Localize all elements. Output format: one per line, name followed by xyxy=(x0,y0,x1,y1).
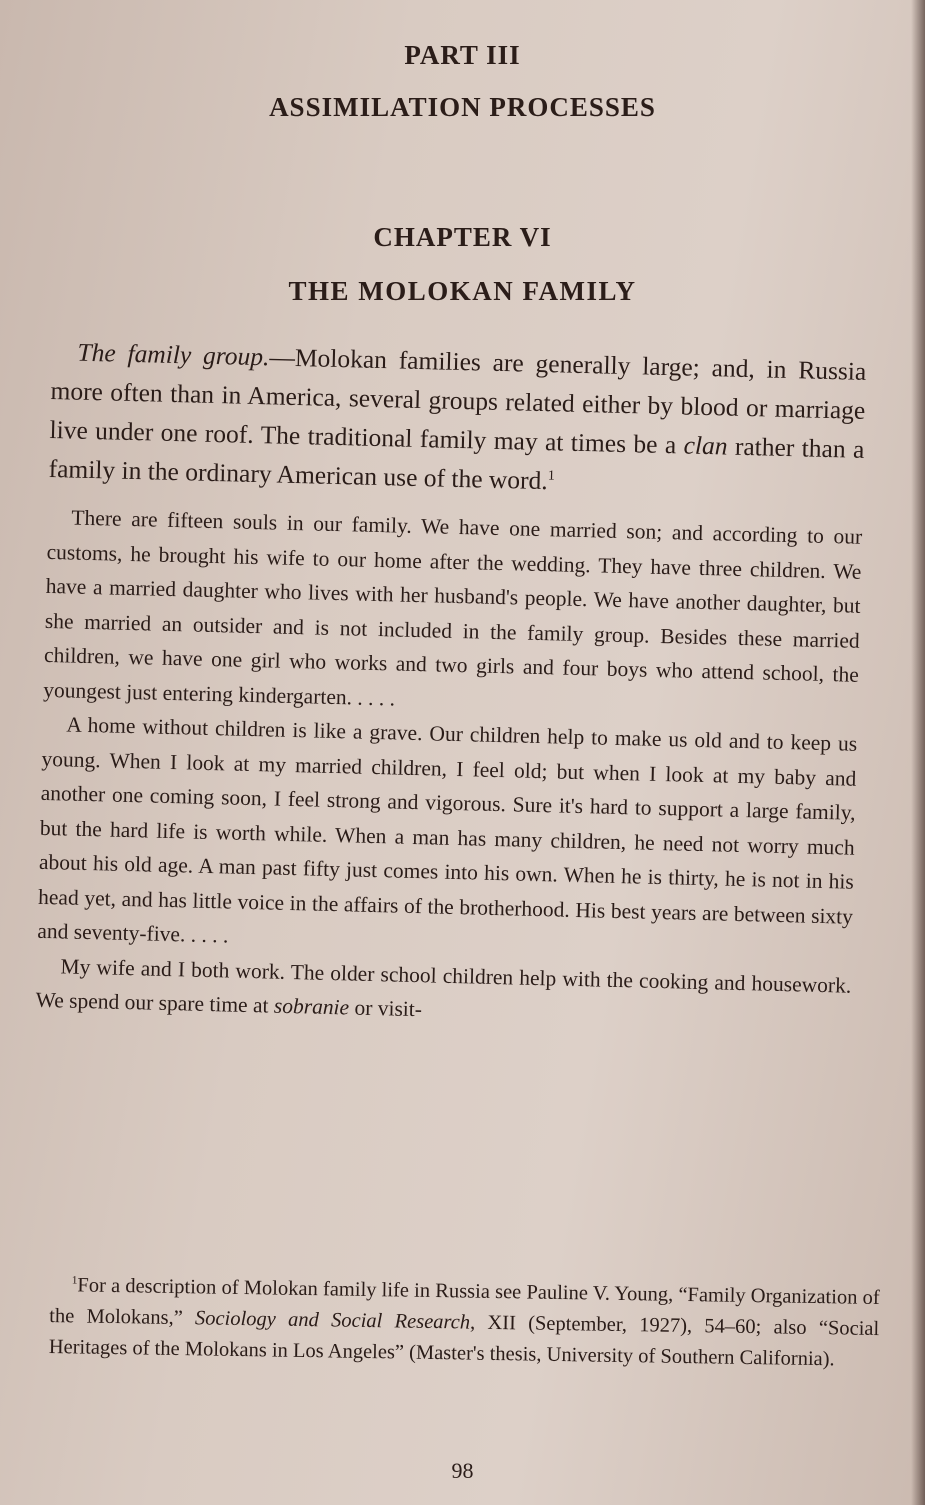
footnote xyxy=(49,1270,880,1376)
quote-text-a: My wife and I both work. The older school children help with the cooking and housework. We spend our spare time at xyxy=(35,953,852,1018)
page-edge-shadow xyxy=(911,0,925,1505)
footnotes xyxy=(49,1270,880,1376)
chapter-body xyxy=(35,332,867,1037)
intro-text-a: —Molokan families are generally large; and, in Russia more often than in America, several groups related either by blood or marriage live under one roof. The traditional family may at times be a xyxy=(49,342,867,460)
intro-text-b: rather than a family in the ordinary American use of the word. xyxy=(48,431,865,496)
chapter-title: THE MOLOKAN FAMILY xyxy=(288,276,637,306)
footnote-text-b: , XII (September, 1927), 54–60; also “Social Heritages of the Molokans in Los Angeles” (Master's thesis, University of Southern California). xyxy=(48,1311,880,1371)
quote-paragraph: A home without children is like a grave. Our children help to make us old and to keep us young. When I look at my married children, I feel old; but when I look at my baby and another one coming soon, I feel strong and vigorous. Sure it's hard to support a large family, but the hard life is worth while. When a man has many children, he need not worry much about his old age. A man past fifty just comes into his own. When he is thirty, he is not in his head yet, and has little voice in the affairs of the brotherhood. His best years are between sixty and seventy-five. . . . . xyxy=(37,712,858,948)
intro-emphasis: clan xyxy=(683,430,728,461)
quote-paragraph: There are fifteen souls in our family. We have one married son; and according to our customs, he brought his wife to our home after the wedding. They have three children. We have a married daughter who lives with her husband's people. We have another daughter, but she married an outsider and is not included in the family group. Besides these married children, we have one girl who works and two girls and four boys who attend school, the youngest just entering kindergarten. . . . . xyxy=(42,505,863,710)
part-label: PART III xyxy=(404,40,521,70)
footnote-journal: Sociology and Social Research xyxy=(194,1307,471,1334)
quote-emphasis: sobranie xyxy=(273,993,350,1020)
footnote-reference: 1 xyxy=(547,468,556,484)
page-number: 98 xyxy=(451,1458,474,1483)
part-title: ASSIMILATION PROCESSES xyxy=(269,92,656,122)
intro-paragraph xyxy=(48,332,867,508)
chapter-label: CHAPTER VI xyxy=(373,222,552,252)
quote-text-b: or visit- xyxy=(348,995,423,1022)
run-in-title: The family group. xyxy=(77,337,270,372)
footnote-text-a: For a description of Molokan family life in Russia see Pauline V. Young, “Family Organization of the Molokans,” xyxy=(49,1274,880,1330)
footnote-marker: 1 xyxy=(71,1274,78,1287)
